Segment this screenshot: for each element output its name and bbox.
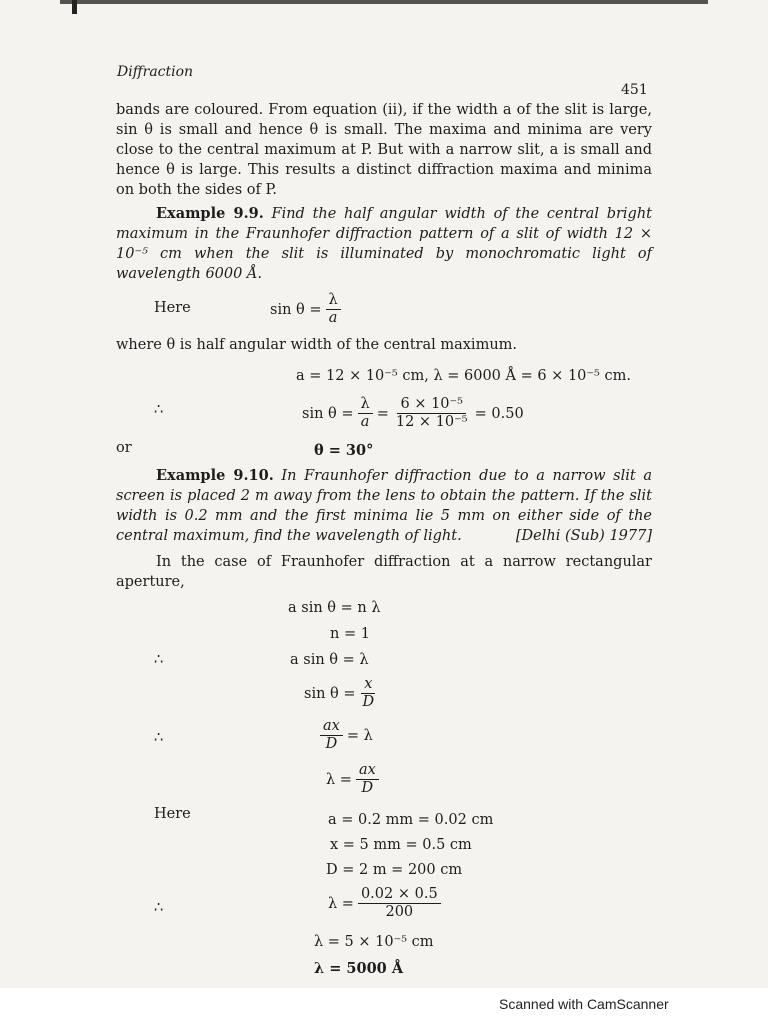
eq2-result: = 0.50 xyxy=(474,405,524,422)
here-label-2: Here xyxy=(154,806,191,822)
example-9-10 xyxy=(116,466,652,546)
eq2-equals: = xyxy=(376,405,389,422)
example-9-9-text: Find the half angular width of the central bright maximum in the Fraunhofer diffraction pattern of a slit of width 12 × 10⁻⁵ cm when the slit is illuminated by monochromatic light of wavelength 6000 Å. xyxy=(116,206,653,282)
frac-f-num: 0.02 × 0.5 xyxy=(358,886,441,904)
equation-a-sin-theta-lambda: a sin θ = λ xyxy=(290,652,369,668)
eq-lhs: sin θ = xyxy=(270,301,322,318)
fraction-ax-over-D-2 xyxy=(356,762,379,797)
example-9-9-lead: Example 9.9. xyxy=(156,205,264,222)
eq-f-lhs: λ = xyxy=(328,895,354,912)
value-x: x = 5 mm = 0.5 cm xyxy=(330,837,472,853)
equation-n-equals-1: n = 1 xyxy=(330,626,370,642)
top-edge-mark xyxy=(72,0,77,14)
frac-den: a xyxy=(328,310,338,326)
where-text: where θ is half angular width of the central maximum. xyxy=(116,337,518,353)
frac-c-den: D xyxy=(362,694,375,710)
frac-d-den: D xyxy=(325,736,338,752)
equation-lambda-cm: λ = 5 × 10⁻⁵ cm xyxy=(314,934,434,950)
page-number: 451 xyxy=(621,82,648,98)
frac-d-num: ax xyxy=(320,718,343,736)
fraction-1 xyxy=(358,396,373,431)
top-edge-shadow xyxy=(60,0,708,4)
fraction-ax-over-D xyxy=(320,718,343,753)
frac2-num: 6 × 10⁻⁵ xyxy=(397,396,466,414)
eq2-lhs: sin θ = xyxy=(302,405,354,422)
eq-d-rhs: = λ xyxy=(346,727,373,744)
equation-ax-over-D-lambda xyxy=(316,718,373,753)
equation-sin-theta xyxy=(270,292,345,327)
example-9-10-lead: Example 9.10. xyxy=(156,467,274,484)
frac2-den: 12 × 10⁻⁵ xyxy=(395,414,468,430)
frac-e-num: ax xyxy=(356,762,379,780)
fraction-numeric xyxy=(358,886,441,921)
paragraph-intro: bands are coloured. From equation (ii), if the width a of the slit is large, sin θ is small and hence θ is small. The maxima and minima are very close to the central maximum at P. But with a narrow slit, a is small and hence θ is large. This results a distinct diffraction maxima and minima on both the sides of P. xyxy=(116,102,652,198)
values-line: a = 12 × 10⁻⁵ cm, λ = 6000 Å = 6 × 10⁻⁵ cm. xyxy=(296,368,631,384)
example-9-10-text: In Fraunhofer diffraction due to a narrow slit a screen is placed 2 m away from the lens to obtain the pattern. If the slit width is 0.2 mm and the first minima lie 5 mm on either side of the central maximum, find the wavelength of light. xyxy=(116,468,652,544)
fraction-lambda-over-a xyxy=(326,292,341,327)
eq-e-lhs: λ = xyxy=(326,771,352,788)
here-label-1: Here xyxy=(154,300,191,316)
therefore-symbol-3: ∴ xyxy=(154,730,164,746)
solution-2-intro: In the case of Fraunhofer diffraction at a narrow rectangular aperture, xyxy=(116,554,652,590)
value-D: D = 2 m = 200 cm xyxy=(326,862,463,878)
frac-c-num: x xyxy=(361,676,375,694)
frac-e-den: D xyxy=(361,780,374,796)
equation-lambda-numeric xyxy=(328,886,445,921)
therefore-symbol-4: ∴ xyxy=(154,900,164,916)
equation-sin-theta-x-over-D xyxy=(304,676,381,711)
equation-a-sin-theta-n-lambda: a sin θ = n λ xyxy=(288,600,381,616)
fraction-x-over-D xyxy=(360,676,378,711)
theta-result: θ = 30° xyxy=(314,442,374,459)
frac1-num: λ xyxy=(358,396,373,414)
or-label: or xyxy=(116,440,132,456)
frac-num: λ xyxy=(326,292,341,310)
equation-lambda-ax-over-D xyxy=(326,762,383,797)
equation-sin-theta-values xyxy=(302,396,524,431)
frac1-den: a xyxy=(360,414,370,430)
therefore-symbol-1: ∴ xyxy=(154,402,164,418)
therefore-symbol-2: ∴ xyxy=(154,652,164,668)
example-9-10-source: [Delhi (Sub) 1977] xyxy=(515,528,652,544)
eq-c-lhs: sin θ = xyxy=(304,685,356,702)
running-title: Diffraction xyxy=(117,64,194,80)
example-9-9 xyxy=(116,204,652,284)
scanner-watermark: Scanned with CamScanner xyxy=(499,996,669,1012)
fraction-2 xyxy=(393,396,471,431)
equation-lambda-angstrom: λ = 5000 Å xyxy=(314,960,404,977)
frac-f-den: 200 xyxy=(385,904,414,920)
value-a: a = 0.2 mm = 0.02 cm xyxy=(328,812,494,828)
